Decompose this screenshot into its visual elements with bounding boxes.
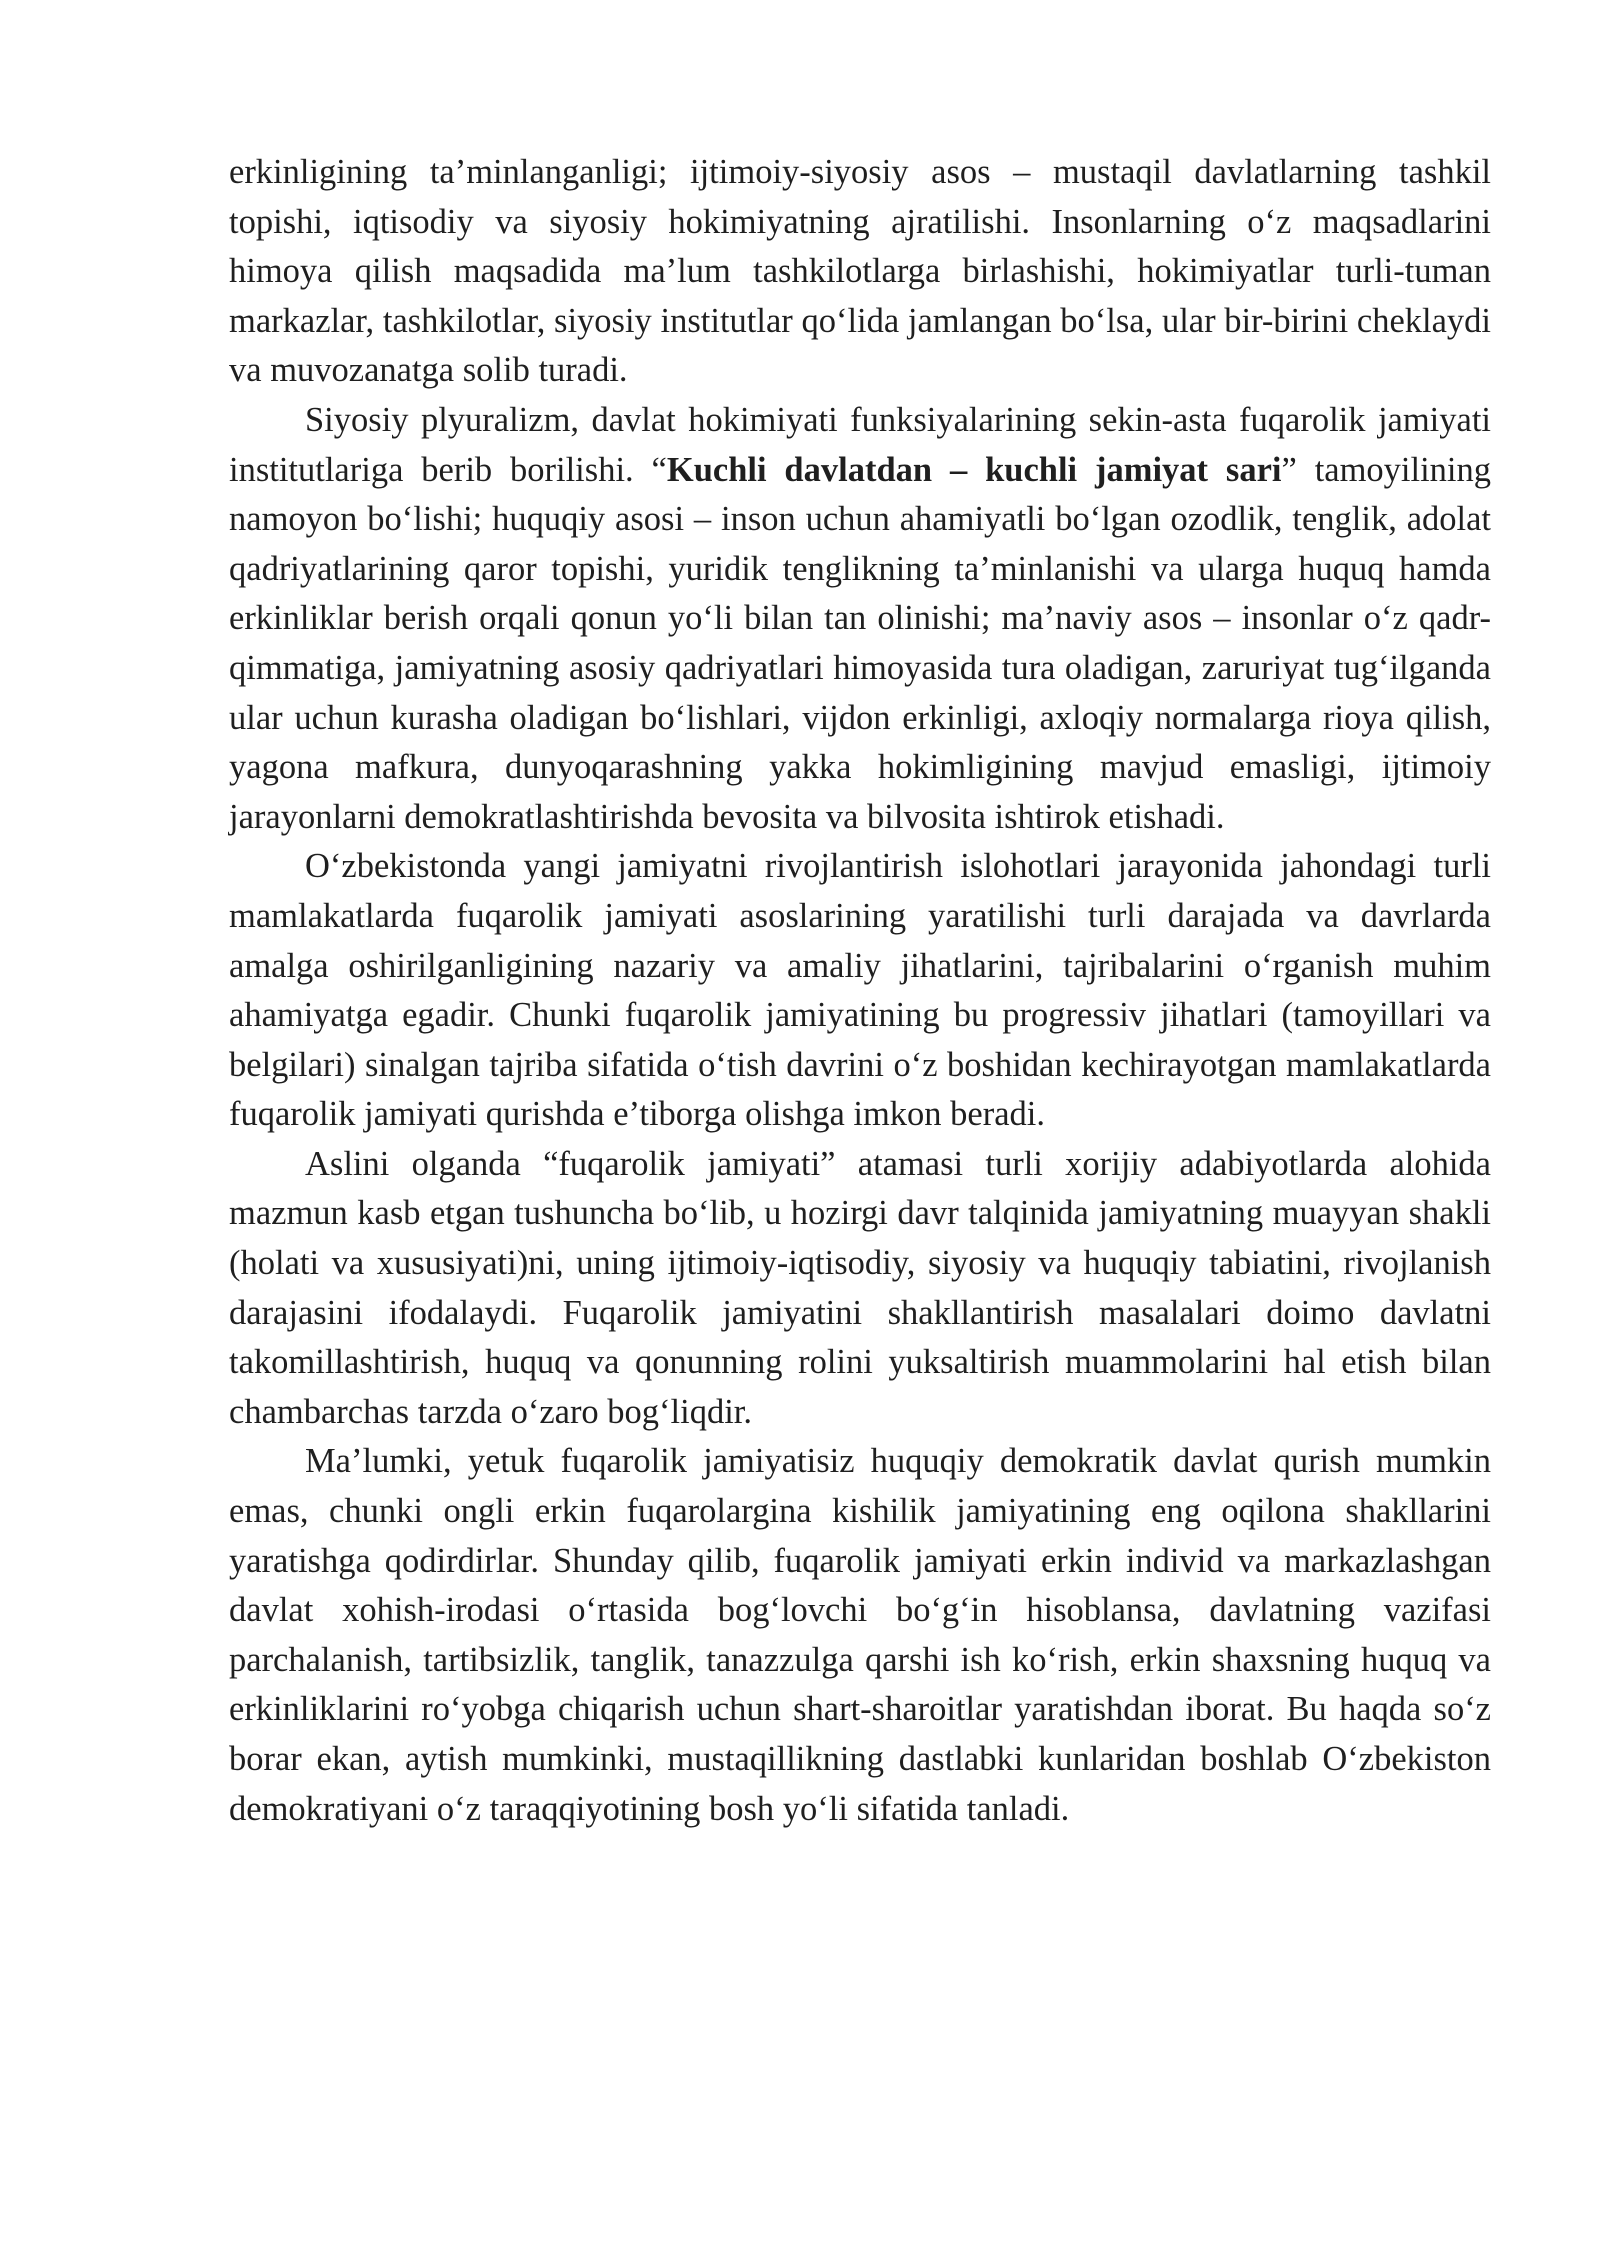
paragraph-2 bbox=[229, 396, 1491, 842]
document-page bbox=[229, 148, 1491, 1834]
paragraph-3 bbox=[229, 842, 1491, 1140]
paragraph-text: Ma’lumki, yetuk fuqarolik jamiyatisiz huquqiy demokratik davlat qurish mumkin emas, chunki ongli erkin fuqarolargina kishilik jamiyatining eng oqilona shakllarini yaratishga qodirdirlar. Shunday qilib, fuqarolik jamiyati erkin individ va markazlashgan davlat xohish-irodasi o‘rtasida bog‘lovchi bo‘g‘in hisoblansa, davlatning vazifasi parchalanish, tartibsizlik, tanglik, tanazzulga qarshi ish ko‘rish, erkin shaxsning huquq va erkinliklarini ro‘yobga chiqarish uchun shart-sharoitlar yaratishdan iborat. Bu haqda so‘z borar ekan, aytish mumkinki, mustaqillikning dastlabki kunlaridan boshlab O‘zbekiston demokratiyani o‘z taraqqiyotining bosh yo‘li sifatida tanladi. bbox=[229, 1442, 1491, 1828]
paragraph-5 bbox=[229, 1437, 1491, 1834]
paragraph-text: Aslini olganda “fuqarolik jamiyati” atamasi turli xorijiy adabiyotlarda alohida mazmun kasb etgan tushuncha bo‘lib, u hozirgi davr talqinida jamiyatning muayyan shakli (holati va xususiyati)ni, uning ijtimoiy-iqtisodiy, siyosiy va huquqiy tabiatini, rivojlanish darajasini ifodalaydi. Fuqarolik jamiyatini shakllantirish masalalari doimo davlatni takomillashtirish, huquq va qonunning rolini yuksaltirish muammolarini hal etish bilan chambarchas tarzda o‘zaro bog‘liqdir. bbox=[229, 1144, 1491, 1431]
paragraph-1 bbox=[229, 148, 1491, 396]
paragraph-4 bbox=[229, 1140, 1491, 1438]
paragraph-text: O‘zbekistonda yangi jamiyatni rivojlantirish islohotlari jarayonida jahondagi turli mamlakatlarda fuqarolik jamiyati asoslarining yaratilishi turli darajada va davrlarda amalga oshirilganligining nazariy va amaliy jihatlarini, tajribalarini o‘rganish muhim ahamiyatga egadir. Chunki fuqarolik jamiyatining bu progressiv jihatlari (tamoyillari va belgilari) sinalgan tajriba sifatida o‘tish davrini o‘z boshidan kechirayotgan mamlakatlarda fuqarolik jamiyati qurishda e’tiborga olishga imkon beradi. bbox=[229, 847, 1491, 1134]
paragraph-text: erkinligining ta’minlanganligi; ijtimoiy-siyosiy asos – mustaqil davlatlarning tashkil topishi, iqtisodiy va siyosiy hokimiyatning ajratilishi. Insonlarning o‘z maqsadlarini himoya qilish maqsadida ma’lum tashkilotlarga birlashishi, hokimiyatlar turli-tuman markazlar, tashkilotlar, siyosiy institutlar qo‘lida jamlangan bo‘lsa, ular bir-birini cheklaydi va muvozanatga solib turadi. bbox=[229, 153, 1491, 390]
paragraph-text: Siyosiy plyuralizm, davlat hokimiyati funksiyalarining sekin-asta fuqarolik jamiyati institutlariga berib borilishi. “ bbox=[229, 400, 1491, 489]
paragraph-text: ” tamoyilining namoyon bo‘lishi; huquqiy asosi – inson uchun ahamiyatli bo‘lgan ozodlik, tenglik, adolat qadriyatlarining qaror topishi, yuridik tenglikning ta’minlanishi va ularga huquq hamda erkinliklar berish orqali qonun yo‘li bilan tan olinishi; ma’naviy asos – insonlar o‘z qadr-qimmatiga, jamiyatning asosiy qadriyatlari himoyasida tura oladigan, zaruriyat tug‘ilganda ular uchun kurasha oladigan bo‘lishlari, vijdon erkinligi, axloqiy normalarga rioya qilish, yagona mafkura, dunyoqarashning yakka hokimligining mavjud emasligi, ijtimoiy jarayonlarni demokratlashtirishda bevosita va bilvosita ishtirok etishadi. bbox=[229, 450, 1492, 836]
bold-phrase: Kuchli davlatdan – kuchli jamiyat sari bbox=[666, 450, 1282, 489]
